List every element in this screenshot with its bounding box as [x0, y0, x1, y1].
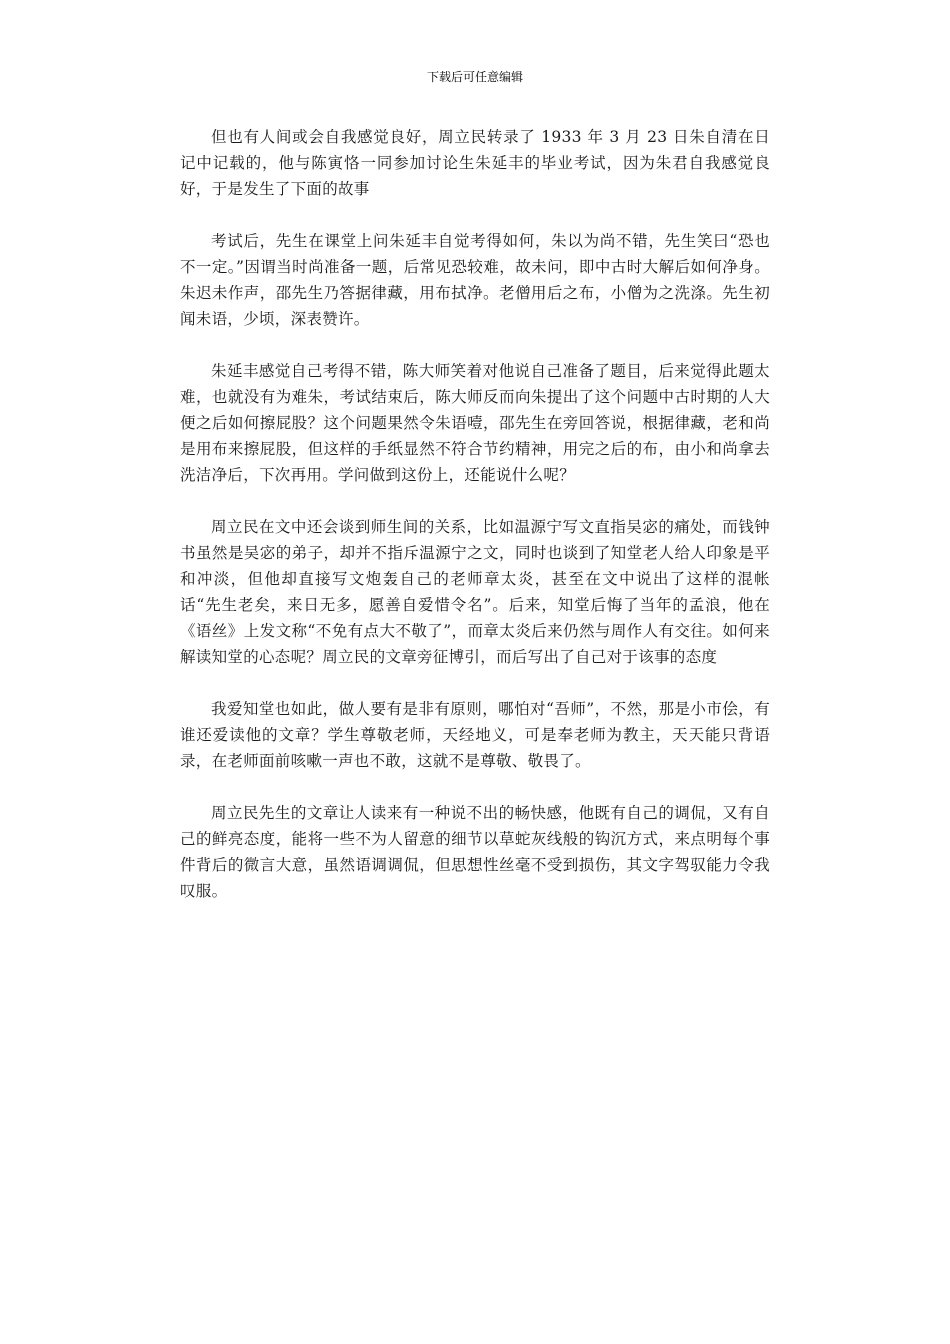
paragraph-3: 朱延丰感觉自己考得不错，陈大师笑着对他说自己准备了题目，后来觉得此题太难，也就没有为难朱，考试结束后，陈大师反而向朱提出了这个问题中古时期的人大便之后如何擦屁股？这个问题果然令朱语噎，邵先生在旁回答说，根据律藏，老和尚是用布来擦屁股，但这样的手纸显然不符合节约精神，用完之后的布，由小和尚拿去洗洁净后，下次再用。学问做到这份上，还能说什么呢？ [180, 362, 770, 484]
paragraph-2: 考试后，先生在课堂上问朱延丰自觉考得如何，朱以为尚不错，先生笑曰“恐也不一定。”因谓当时尚准备一题，后常见恐较难，故未问，即中古时大解后如何净身。朱迟未作声，邵先生乃答据律藏，用布拭净。老僧用后之布，小僧为之洗涤。先生初闻未语，少顷，深表赞许。 [180, 232, 770, 328]
document-body [180, 124, 770, 930]
paragraph-1: 但也有人间或会自我感觉良好，周立民转录了 1933 年 3 月 23 日朱自清在日记中记载的，他与陈寅恪一同参加讨论生朱延丰的毕业考试，因为朱君自我感觉良好，于是发生了下面的故事 [180, 128, 770, 198]
paragraph-5: 我爱知堂也如此，做人要有是非有原则，哪怕对“吾师”，不然，那是小市侩，有谁还爱读他的文章？学生尊敬老师，天经地义，可是奉老师为教主，天天能只背语录，在老师面前咳嗽一声也不敢，这就不是尊敬、敬畏了。 [180, 700, 770, 770]
paragraph-4: 周立民在文中还会谈到师生间的关系，比如温源宁写文直指吴宓的痛处，而钱钟书虽然是吴宓的弟子，却并不指斥温源宁之文，同时也谈到了知堂老人给人印象是平和冲淡，但他却直接写文炮轰自己的老师章太炎，甚至在文中说出了这样的混帐话“先生老矣，来日无多，愿善自爱惜令名”。后来，知堂后悔了当年的孟浪，他在《语丝》上发文称“不免有点大不敬了”，而章太炎后来仍然与周作人有交往。如何来解读知堂的心态呢？周立民的文章旁征博引，而后写出了自己对于该事的态度 [180, 518, 770, 666]
page-header: 下载后可任意编辑 [426, 70, 523, 84]
paragraph-6: 周立民先生的文章让人读来有一种说不出的畅快感，他既有自己的调侃，又有自己的鲜亮态度，能将一些不为人留意的细节以草蛇灰线般的钩沉方式，来点明每个事件背后的微言大意，虽然语调调侃，但思想性丝毫不受到损伤，其文字驾驭能力令我叹服。 [180, 804, 770, 900]
